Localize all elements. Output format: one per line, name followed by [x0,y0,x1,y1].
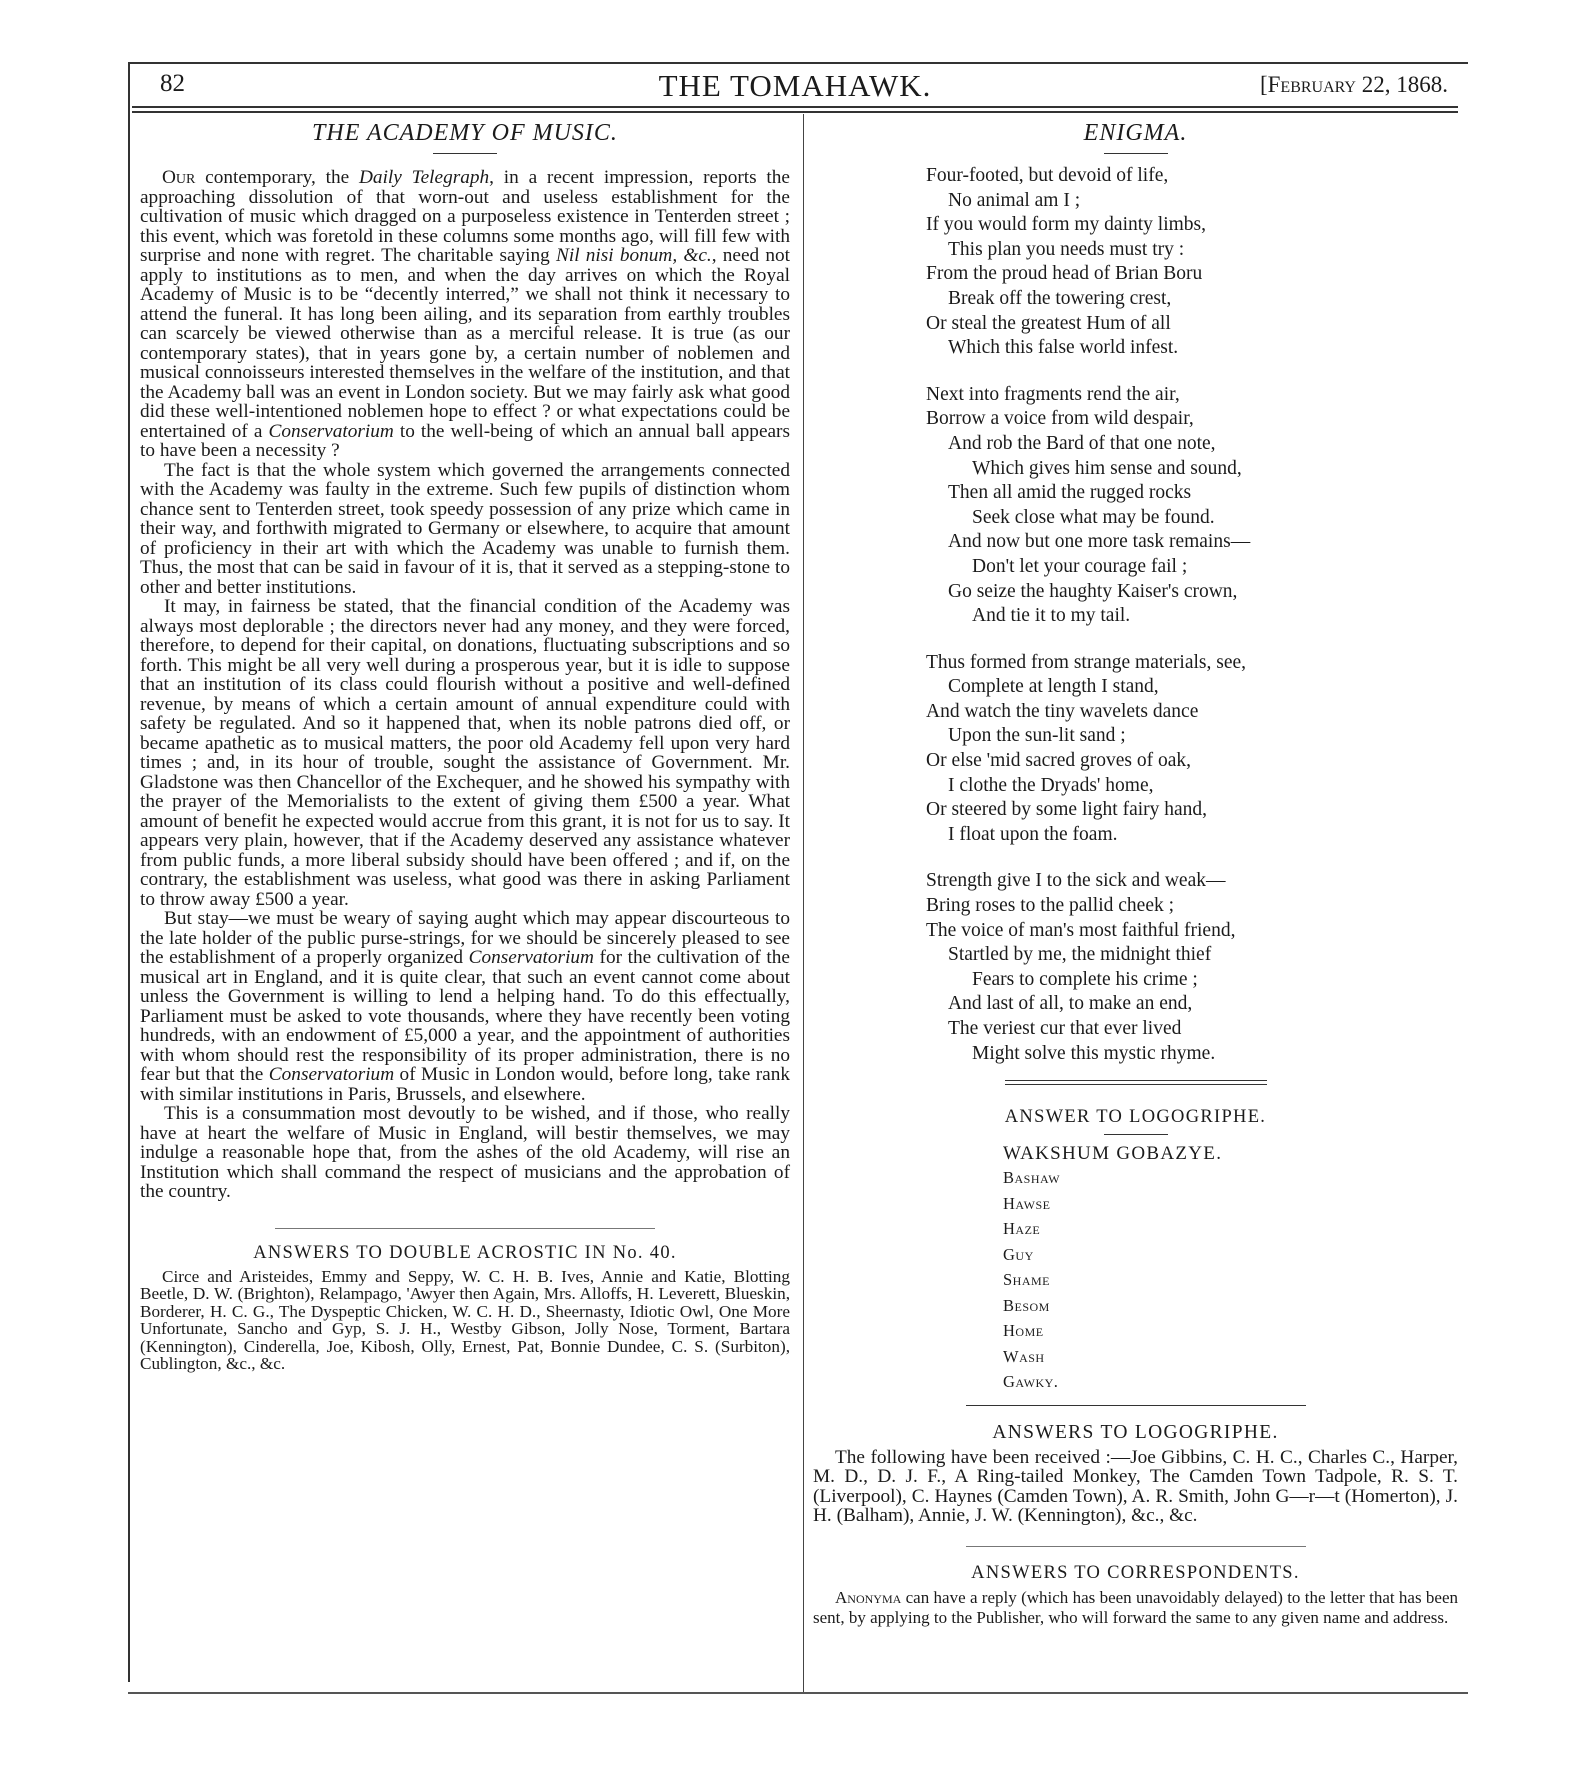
poem-line: And last of all, to make an end, [948,993,1193,1015]
poem-line: Borrow a voice from wild despair, [926,408,1194,430]
poem-line: Don't let your courage fail ; [972,555,1188,577]
list-item: Wash [1003,1346,1045,1366]
section-divider [275,1228,655,1229]
poem-line: I float upon the foam. [948,823,1118,845]
logogriphe-answer-heading: ANSWER TO LOGOGRIPHE. [1004,1107,1267,1128]
masthead: THE TOMAHAWK. [658,68,932,103]
title-separator [433,153,497,154]
article-paragraph: It may, in fairness be stated, that the financial condition of the Academy was always most deplorable ; the directors never had any money, and they were forced, therefore, to depend for their capital, on donations, fluctuating subscriptions and so forth. This might be all very well during a prosperous year, but it is idle to suppose that an institution of its class could flourish without a positive and well-defined revenue, by means of which a certain amount of annual expenditure could with safety be regulated. And so it happened that, when its noble patrons died off, or became apathetic as to musical matters, the poor old Academy fell upon very hard times ; and, in its hour of trouble, sought the assistance of Government. Mr. Gladstone was then Chancellor of the Exchequer, and he showed his sympathy with the prayer of the Memorialists to the extent of giving them £500 a year. What amount of benefit he expected would accrue from this grant, it is not for us to say. It appears very plain, however, that if the Academy deserved any assistance whatever from public funds, a more liberal subsidy should have been offered ; and if, on the contrary, the establishment was useless, what good was there in asking Parliament to throw away £500 a year. [140,596,790,910]
poem-line: Upon the sun-lit sand ; [948,725,1126,747]
poem-line: Or steered by some light fairy hand, [926,799,1208,821]
poem-line: From the proud head of Brian Boru [926,263,1203,285]
list-item: Bashaw [1003,1168,1061,1188]
double-rule [1005,1080,1267,1081]
acrostic-answers: Circe and Aristeides, Emmy and Seppy, W. C. H. B. Ives, Annie and Katie, Blotting Beetle, D. W. (Brighton), Relampago, 'Awyer then Again, Mrs. Alloffs, H. Leverett, Blueskin, Borderer, H. C. G., The Dyspeptic Chicken, W. C. H. D., Sheernasty, Idiotic Owl, One More Unfortunate, Sancho and Gyp, S. J. H., Westby Gibson, Jolly Nose, Torment, Bartara (Kennington), Cinderella, Joe, Kibosh, Olly, Ernest, Pat, Bonnie Dundee, C. S. (Surbiton), Cublington, &c., &c. [140,1266,790,1373]
logogriphe-solution: WAKSHUM GOBAZYE. [1003,1143,1223,1165]
poem-line: Next into fragments rend the air, [926,383,1180,405]
list-item: Haze [1003,1219,1041,1239]
poem-line: The veriest cur that ever lived [948,1018,1182,1039]
article-title: THE ACADEMY OF MUSIC. [312,120,618,146]
enigma-poem [926,164,1458,1066]
poem-line: Strength give I to the sick and weak— [926,870,1226,892]
poem-line: Four-footed, but devoid of life, [926,165,1169,186]
double-rule [1005,1084,1267,1085]
poem-stanza [926,869,1458,1066]
poem-line: No animal am I ; [948,189,1081,211]
poem-stanza [926,164,1458,361]
poem-line: And now but one more task remains— [948,531,1251,553]
title-separator [1104,153,1168,154]
list-item: Home [1003,1321,1044,1341]
poem-line: And watch the tiny wavelets dance [926,700,1199,722]
poem-line: Fears to complete his crime ; [972,968,1198,990]
poem-line: Seek close what may be found. [972,506,1215,528]
left-column [140,120,790,1373]
list-item: Shame [1003,1270,1051,1290]
correspondents-heading: ANSWERS TO CORRESPONDENTS. [971,1562,1300,1583]
poem-line: If you would form my dainty limbs, [926,214,1207,236]
poem-line: And rob the Bard of that one note, [948,432,1216,454]
section-divider [966,1405,1306,1406]
poem-line: Startled by me, the midnight thief [948,944,1212,966]
list-item: Hawse [1003,1193,1051,1213]
header-rule [132,106,1458,108]
poem-line: Which gives him sense and sound, [972,457,1242,479]
poem-line: The voice of man's most faithful friend, [926,919,1236,941]
logogriphe-answers-text: The following have been received :—Joe Gibbins, C. H. C., Charles C., Harper, M. D., D. J. F., A Ring-tailed Monkey, The Camden Town Tadpole, R. S. T. (Liverpool), C. Haynes (Camden Town), A. R. Smith, John G—r—t (Homerton), J. H. (Balham), Annie, J. W. (Kennington), &c., &c. [813,1446,1458,1527]
logogriphe-answers-heading: ANSWERS TO LOGOGRIPHE. [992,1421,1279,1443]
poem-line: This plan you needs must try : [948,238,1185,260]
acrostic-heading: ANSWERS TO DOUBLE ACROSTIC IN No. 40. [253,1242,677,1263]
poem-line: And tie it to my tail. [972,605,1131,627]
poem-line: Bring roses to the pallid cheek ; [926,895,1175,917]
article-paragraph: This is a consummation most devoutly to be wished, and if those, who really have at heart the welfare of Music in England, will bestir themselves, we may indulge a reasonable hope that, from the ashes of the old Academy, will rise an Institution which shall command the respect of musicians and the approbation of the country. [140,1103,790,1202]
poem-line: Which this false world infest. [948,337,1179,359]
poem-line: Go seize the haughty Kaiser's crown, [948,580,1238,602]
enigma-title: ENIGMA. [1083,120,1188,146]
column-divider [803,114,804,1694]
title-separator [1104,1134,1168,1135]
poem-line: Or else 'mid sacred groves of oak, [926,750,1192,772]
poem-line: Might solve this mystic rhyme. [972,1042,1216,1064]
page-number: 82 [160,70,185,97]
right-column [813,120,1458,1628]
header-rule-double [132,111,1458,113]
list-item: Guy [1003,1244,1034,1264]
logogriphe-word-list [1003,1165,1458,1395]
poem-line: I clothe the Dryads' home, [948,774,1154,796]
poem-line: Then all amid the rugged rocks [948,482,1192,504]
issue-date: [February 22, 1868. [1259,72,1448,97]
section-divider [966,1546,1306,1547]
list-item: Gawky. [1003,1372,1059,1392]
article-paragraph: Our contemporary, the Daily Telegraph, in a recent impression, reports the approaching dissolution of that worn-out and useless establishment for the cultivation of music which dragged on a purposeless existence in Tenterden street ; this event, which was foretold in these columns some months ago, will fill few with surprise and none with regret. The charitable saying Nil nisi bonum, &c., need not apply to institutions as to men, and when the day arrives on which the Royal Academy of Music is to be “decently interred,” we shall not think it necessary to attend the funeral. It has long been ailing, and its separation from earthly troubles can scarcely be viewed otherwise than as a merciful release. It is true (as our contemporary states), that in years gone by, a certain number of noblemen and musical connoisseurs interested themselves in the welfare of the institution, and that the Academy ball was an event in London society. But we may fairly ask what good did these well-intentioned noblemen hope to effect ? or what expectations could be entertained of a Conservatorium to the well-being of which an annual ball appears to have been a necessity ? [140,167,791,461]
page-bottom-rule [128,1692,1468,1694]
poem-stanza [926,651,1458,848]
article-paragraph: The fact is that the whole system which governed the arrangements connected with the Academy was faulty in the extreme. Such few pupils of distinction whom chance sent to Tenterden street, took speedy possession of any prize which came in their way, and forthwith migrated to Germany or elsewhere, to acquire that amount of proficiency in their art with which the Academy was unable to furnish them. Thus, the most that can be said in favour of it is, that it served as a stepping-stone to other and better institutions. [140,459,790,598]
list-item: Besom [1003,1295,1050,1315]
poem-stanza [926,383,1458,629]
poem-line: Or steal the greatest Hum of all [926,312,1171,334]
page-header [130,68,1460,102]
poem-line: Complete at length I stand, [948,676,1159,698]
article-paragraph: But stay—we must be weary of saying aught which may appear discourteous to the late holder of the public purse-strings, for we should be sincerely pleased to see the establishment of a properly organized Conservatorium for the cultivation of the musical art in England, and it is quite clear, that such an event cannot come about unless the Government is willing to lend a helping hand. To do this effectually, Parliament must be asked to vote thousands, where they have recently been voting hundreds, with an endowment of £5,000 a year, and the appointment of authorities with whom should rest the responsibility of its proper administration, there is no fear but that the Conservatorium of Music in London would, before long, take rank with similar institutions in Paris, Brussels, and elsewhere. [140,908,790,1105]
poem-line: Break off the towering crest, [948,287,1172,309]
poem-line: Thus formed from strange materials, see, [926,651,1247,673]
correspondents-text: Anonyma can have a reply (which has been unavoidably delayed) to the letter that has been sent, by applying to the Publisher, who will forward the same to any given name and address. [813,1587,1458,1627]
